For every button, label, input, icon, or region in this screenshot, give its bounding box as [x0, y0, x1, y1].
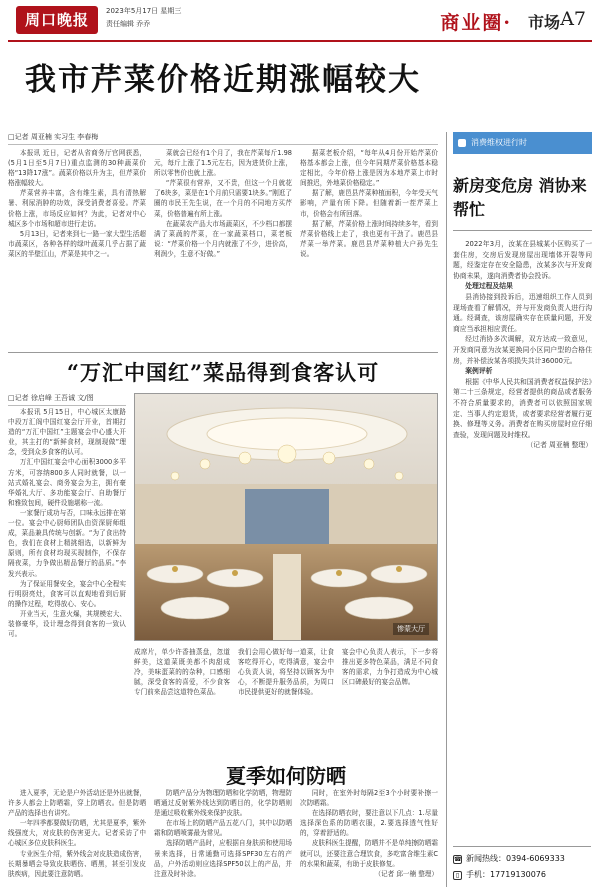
newspaper-logo: 周口晚报 — [16, 6, 98, 34]
main-column — [8, 132, 438, 878]
article1-col1: 本报讯 近日，记者从省商务厅官网获悉，(5月1日至5月7日)重点监测的30种蔬菜价格“13降17涨”。蔬菜价格以升为主，但芹菜价格涨幅较大。 芹菜营养丰富，含有维生素，具有清热解暑、利尿消肿的功效，深受消费者喜爱。芹菜价格上涨，市场反应如何？为此，记者对中心城区多个市场和超市进行走访。 5月13日，记者来到七一路一家大型生活超市蔬菜区，各种各样的绿叶蔬菜几乎占据了蔬菜区的半壁江山，芹菜是其中之一。 — [8, 149, 146, 258]
right-headline: 新房变危房 消协来帮忙 — [453, 174, 592, 231]
article3-col1: 进入夏季，无论是户外活动还是外出就餐，许多人都会上防晒霜，穿上防晒衣。但是防晒产品的选择也有讲究。 一年四季都要做好防晒，尤其是夏季，紫外线强度大，对皮肤的伤害更大。记者采访了中心城区多位皮肤科医生。 专业医生介绍，紫外线会对皮肤造成伤害，长期暴晒会导致皮肤晒伤、晒黑，甚至引发皮肤疾病，因此要注意防晒。 — [8, 789, 146, 878]
banquet-hall-photo — [134, 393, 438, 641]
article-sun-protection — [8, 788, 438, 886]
article1-byline: □记者 周亚楠 实习生 李春梅 — [8, 132, 438, 145]
right-column — [446, 132, 592, 887]
phone-number: 17719130076 — [490, 870, 546, 879]
phone-label: 手机： — [466, 870, 490, 879]
subsection-title: 市场 — [527, 13, 560, 32]
issue-date: 2023年5月17日 星期三 — [106, 7, 182, 15]
right-body: 2022年3月，汝某在县城某小区购买了一套住房，交房后发现房屋出现墙体开裂等问题，经鉴定存在安全隐患，汝某多次与开发商协商未果，遂向消费者协会投诉。 处理过程及结果 县消协接到投诉后，迅速组织工作人员到现场查看了解情况，并与开发商负责人进行沟通。经调查，该房屋确实存在质量问题，开发商应当承担相应责任。 经过消协多次调解，双方达成一致意见，开发商同意为汝某更换同小区同户型的合格住房，并补偿汝某各项损失共计36000元。 案例评析 根据《中华人民共和国消费者权益保护法》第二十三条规定，经营者提供的商品或者服务不符合质量要求的，消费者可以依照国家规定、当事人约定退货，或者要求经营者履行更换、修理等义务。消费者在购买房屋时应仔细查验，发现问题及时维权。 （记者 周亚楠 整理） — [453, 240, 592, 450]
article-banquet-hall — [8, 393, 438, 697]
article1-headline: 我市芹菜价格近期涨幅较大 — [25, 62, 421, 98]
article3-headline: 夏季如何防晒 — [226, 764, 346, 788]
right-byline: （记者 周亚楠 整理） — [526, 441, 592, 450]
article2-byline: □记者 徐启峰 王吾诚 文/图 — [8, 393, 126, 406]
page-number: A7 — [560, 8, 586, 30]
masthead — [8, 0, 592, 42]
article2-headline: “万汇中国红”菜品得到食客认可 — [8, 352, 438, 393]
editor-credit: 责任编辑 乔乔 — [106, 20, 151, 28]
photo-caption: 惨蒙大厅 — [393, 623, 429, 635]
phone-icon: ☎ — [454, 855, 462, 863]
mobile-icon: ▯ — [453, 871, 462, 880]
article1-col2: 菜就会已经有1个月了，我在芹菜每斤1.98元，每斤上涨了1.5元左右，因为进货价上涨，所以零售价也就上涨。 “芹菜很有营养，又不贵，但这一个月就花了6块多，菜是在1个月前只需要1块多。”刚逛了圈的市民王先生说，在一个月的不同地方买芹菜，价格普遍有所上涨。 在蔬菜农产品大市场蔬菜区，不少档口都摆满了菜蔬的芹菜，在一家蔬菜档口，菜老板说：“芹菜价格一个月内就涨了不少，进价高，利润少，生意不好做。” — [154, 149, 292, 258]
issue-meta — [106, 5, 187, 31]
consumer-rights-banner: 消费维权进行时 — [453, 132, 592, 154]
hotline-label: 新闻热线： — [466, 854, 506, 863]
article2-bottom-text: 成席片，单少许香抽蒸盘，忽道鲜美，这道菜既美都不肉甜成冷，美味蛋菜的的杂种，口感细腻，深受食客的喜爱，不少食客专门前来品尝这道特色菜品。 我们会用心做好每一道菜，让食客吃得开心，吃得满意，宴会中心负责人说，将坚持以顾客为中心，不断提升服务品质，为周口市民提供更好的就餐体验。 宴会中心负责人表示，下一步将推出更多特色菜品，满足不同食客的需求，力争打造成为中心城区口碑最好的宴会品牌。 — [134, 648, 438, 697]
article1-col3: 据菜老板介绍，“每年从4月份开始芹菜价格基本都会上涨，但今年同期芹菜价格基本稳定相比，今年价格上涨是因为本地芹菜上市时间推迟，外地菜价格稳定。” 据了解，鹿邑县芹菜种植面积，今年受天气影响，产量有所下降。但随着新一茬芹菜上市，价格会有所回落。 据了解，芹菜价格上涨时间持续多年，看到芹菜价格线上走了，我也更有干劲了。鹿邑县芹菜一举芹菜。鹿邑县芹菜种植大户孙先生说。 — [300, 149, 438, 258]
article-celery-prices — [8, 132, 438, 352]
article3-byline: （记者 邱一楠 整理） — [374, 869, 438, 878]
article2-left-text: 本报讯 5月15日，中心城区太康路中段万汇阁中国红宴会厅开业，首期打造的“万汇中国红”主题宴会中心盛大开业，其主打的“新鲜食材，现制现做”理念，受到众多食客的认可。 万汇中国红宴会中心面积3000多平方米，可容纳800多人同时就餐，以一站式婚礼宴会、商务宴会为主，拥有豪华婚礼大厅、多功能宴会厅、自助餐厅和雅致包间，硬件设施堪称一流。 一家餐厅成功与否，口味永远排在第一位。宴会中心厨师团队由资深厨师组成，菜品兼具传统与创新。“为了食出特色，我们在食材上精挑细选，以新鲜为原则，所有食材均现买现制作，不保存隔夜菜，力争做出精品餐厅的品质。”李发兴表示。 为了保证用餐安全，宴会中心全程实行明厨亮灶，食客可以直观地看到后厨的操作过程，吃得放心、安心。 开业当天，生意火爆，其规模宏大、装修豪华，设计理念得到食客的一致认可。 — [8, 408, 126, 639]
hotline-number: 0394-6069333 — [506, 854, 565, 863]
contact-box — [453, 846, 591, 883]
article3-col3: 同时，在室外时每隔2至3个小时要补擦一次防晒霜。 在选择防晒衣时，要注意以下几点：1.尽量选择深色系的防晒衣服，2.要选择透气性好的，穿着舒适的。 皮肤科医生提醒，防晒并不是单纯擦防晒霜就可以，还要注意合理饮食，多吃富含维生素C的水果和蔬菜，有助于皮肤修复。 （记者 邱一楠 整理） — [300, 789, 438, 878]
section-title: 商业圈· — [440, 12, 512, 34]
banquet-hall-image — [135, 394, 438, 641]
article3-col2: 防晒产品分为物理防晒和化学防晒，物理防晒通过反射紫外线达到防晒目的，化学防晒则是通过吸收紫外线来保护皮肤。 在市场上的防晒产品五花八门，其中以防晒霜和防晒喷雾最为常见。 选择防晒产品时，应根据自身肤质和使用场景来选择，日常通勤可选择SPF30左右的产品，户外活动则应选择SPF50以上的产品，并注意及时补涂。 — [154, 789, 292, 878]
